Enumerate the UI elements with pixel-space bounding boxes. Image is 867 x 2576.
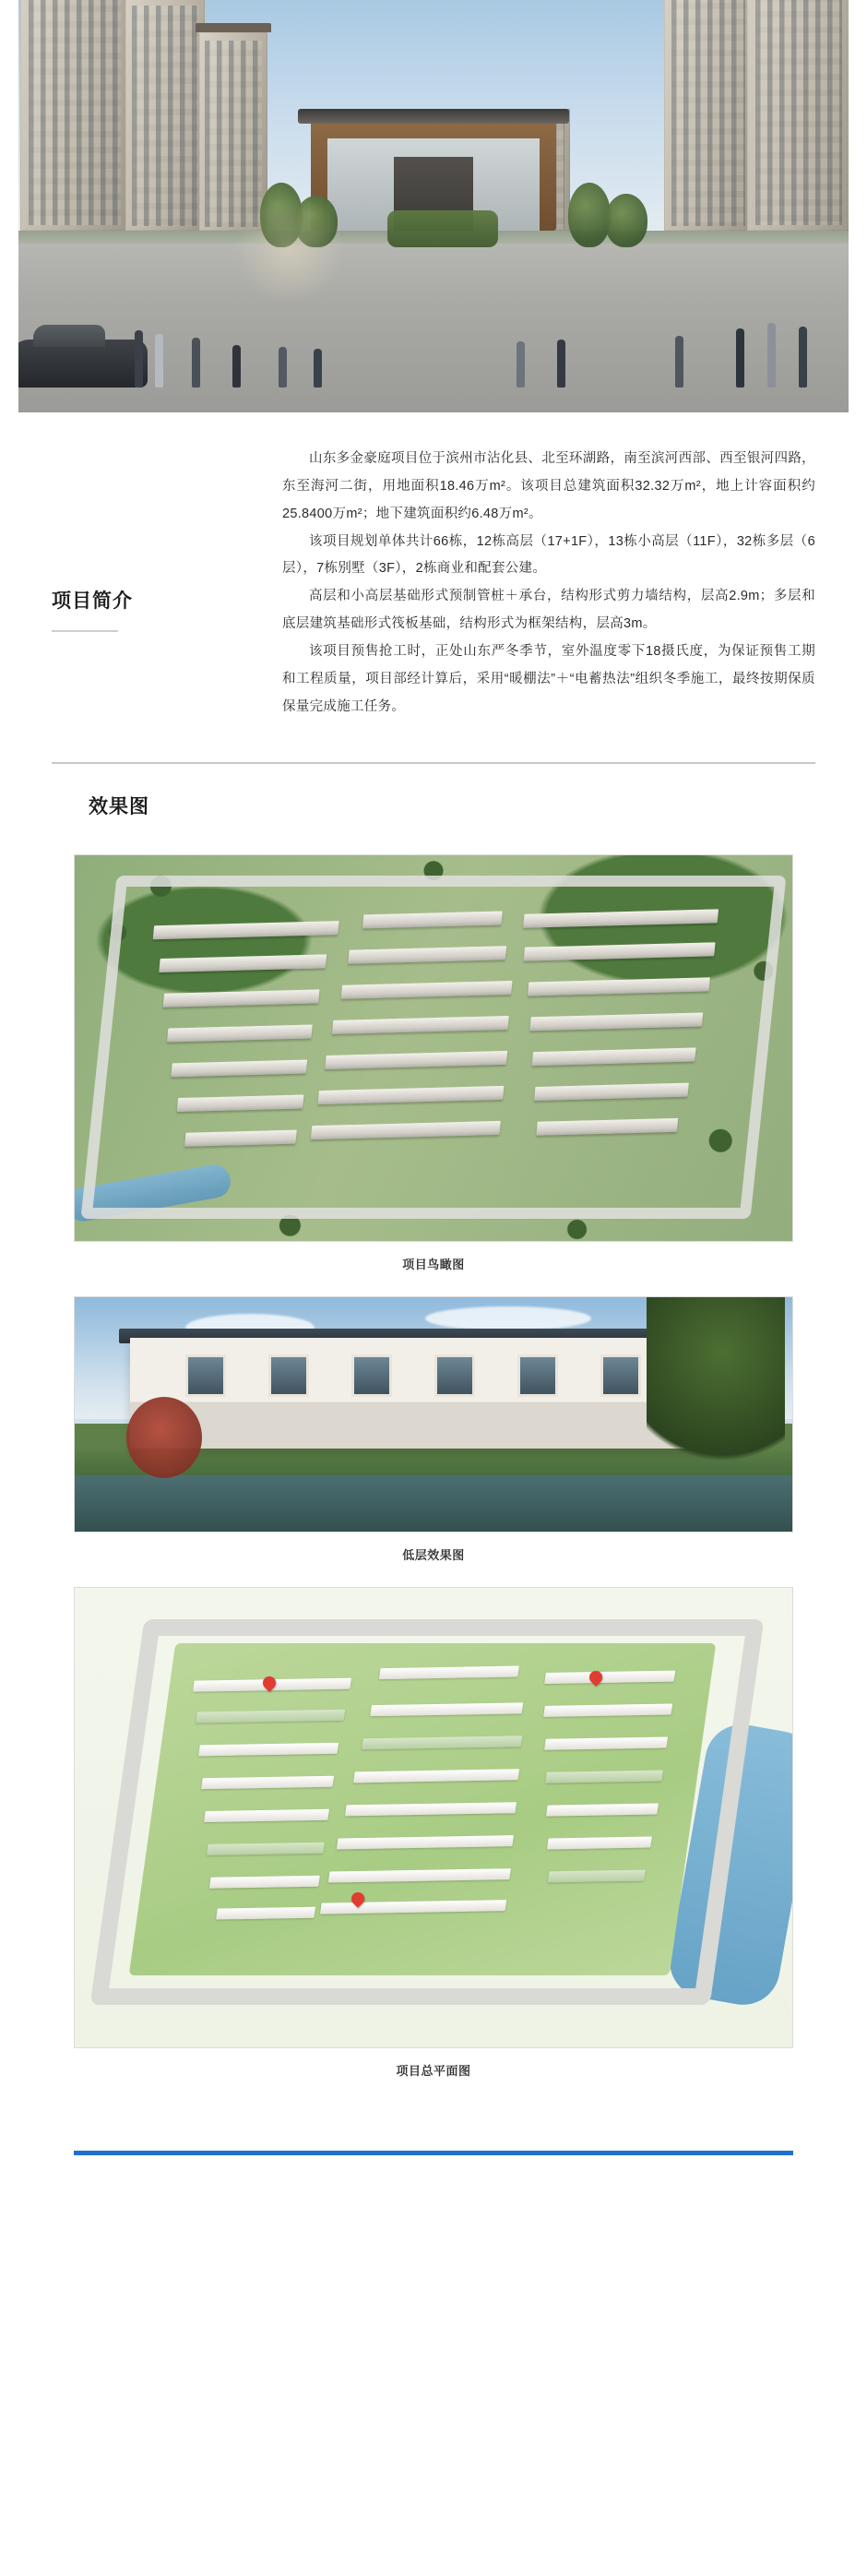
plan-block	[548, 1869, 646, 1882]
building-row	[177, 1094, 304, 1112]
gallery-title: 效果图	[89, 795, 149, 817]
building-row	[348, 946, 506, 963]
pedestrian	[135, 330, 143, 388]
section-divider-wrap	[0, 731, 867, 764]
title-underline	[52, 630, 118, 632]
ornamental-tree	[126, 1397, 202, 1478]
aerial-building-rows	[129, 904, 737, 1179]
plan-block	[209, 1875, 320, 1888]
aerial-view-figure	[52, 854, 815, 1272]
building-row	[332, 1016, 509, 1034]
building-row	[325, 1050, 507, 1068]
page-title: 项目简介	[52, 590, 133, 612]
building-row	[159, 954, 327, 972]
building-row	[163, 989, 320, 1007]
building-row	[523, 909, 719, 927]
pedestrian	[767, 323, 776, 388]
building-row	[341, 981, 513, 999]
villa-window	[185, 1354, 226, 1397]
pedestrian	[517, 341, 525, 388]
building-row	[171, 1059, 307, 1077]
plan-block	[207, 1842, 325, 1854]
figure-caption: 低层效果图	[402, 1547, 465, 1562]
plan-block	[337, 1835, 514, 1849]
pedestrian	[736, 328, 744, 388]
footer	[0, 2140, 867, 2179]
plan-block	[546, 1803, 659, 1816]
intro-body	[282, 446, 815, 722]
plan-block	[543, 1703, 672, 1716]
pedestrian	[232, 345, 241, 388]
figure-caption: 项目鸟瞰图	[402, 1257, 465, 1271]
pedestrian	[279, 347, 287, 388]
villa-window	[351, 1354, 392, 1397]
building-row	[528, 977, 710, 996]
pedestrian	[192, 338, 200, 388]
plan-block	[370, 1702, 523, 1716]
plan-block	[547, 1836, 652, 1849]
waterfront	[75, 1475, 792, 1532]
hero-image	[18, 0, 849, 412]
villa-window	[434, 1354, 475, 1397]
figure-caption: 项目总平面图	[396, 2063, 471, 2078]
project-intro-section	[0, 412, 867, 731]
building-row	[311, 1120, 501, 1139]
intro-paragraph: 该项目预售抢工时，正处山东严冬季节，室外温度零下18摄氏度，为保证预售工期和工程质量，项目部经计算后，采用“暖棚法”＋“电蓄热法”组织冬季施工，最终按期保质保量完成施工任务。	[282, 644, 815, 714]
building-row	[153, 921, 339, 939]
building-row	[536, 1117, 678, 1135]
plan-block	[353, 1769, 519, 1783]
building-row	[184, 1129, 297, 1146]
master-plan-figure	[52, 1587, 815, 2079]
plan-block	[328, 1868, 511, 1882]
villa-window	[268, 1354, 309, 1397]
intro-paragraph: 该项目规划单体共计66栋，12栋高层（17+1F），13栋小高层（11F），32栋多层（6层），7栋别墅（3F），2栋商业和配套公建。	[282, 533, 815, 577]
pedestrian	[557, 340, 565, 388]
plan-building-blocks	[156, 1663, 684, 1955]
pedestrian	[799, 327, 807, 388]
plan-block	[216, 1906, 315, 1919]
tree	[605, 194, 647, 247]
plan-block	[196, 1709, 345, 1723]
intro-heading-block	[52, 446, 282, 722]
building-row	[534, 1082, 689, 1100]
building-row	[532, 1047, 696, 1066]
intro-paragraph: 高层和小高层基础形式预制管桩＋承台，结构形式剪力墙结构，层高2.9m；多层和底层建筑基础形式筏板基础，结构形式为框架结构，层高3m。	[282, 589, 815, 632]
plan-block	[204, 1808, 329, 1821]
plan-block	[544, 1670, 675, 1683]
pedestrian	[675, 336, 683, 388]
hero-tree-row	[18, 164, 849, 247]
plan-block	[545, 1770, 663, 1783]
pedestrian	[314, 349, 322, 388]
gate-roof	[298, 109, 569, 124]
building-row	[317, 1085, 504, 1103]
plan-block	[362, 1735, 522, 1749]
tree	[568, 183, 611, 247]
plan-block	[345, 1802, 517, 1816]
hedge	[387, 210, 498, 247]
gallery-section	[0, 764, 867, 2140]
plan-block	[379, 1665, 519, 1679]
villa-window	[600, 1354, 641, 1397]
aerial-view-image	[74, 854, 793, 1242]
low-rise-image	[74, 1296, 793, 1532]
building-row	[524, 942, 716, 960]
cloud	[425, 1306, 591, 1330]
plan-block	[201, 1775, 334, 1788]
lens-flare	[234, 195, 345, 305]
intro-paragraph: 山东多金豪庭项目位于滨州市沾化县、北至环湖路，南至滨河西部、西至银河四路，东至海河二街，用地面积18.46万m²。该项目总建筑面积32.32万m²，地上计容面积约25.8400万m²；地下建筑面积约6.48万m²。	[282, 451, 815, 521]
pedestrian	[155, 334, 163, 388]
building-row	[167, 1024, 313, 1042]
building-row	[529, 1012, 703, 1031]
plan-block	[320, 1900, 506, 1914]
footer-accent-bar	[74, 2151, 793, 2155]
building-row	[362, 911, 503, 928]
parked-car	[18, 340, 148, 388]
villa-window	[517, 1354, 558, 1397]
master-plan-image	[74, 1587, 793, 2048]
plan-block	[544, 1736, 668, 1749]
plan-block	[198, 1742, 338, 1756]
low-rise-figure	[52, 1296, 815, 1563]
foreground-tree	[647, 1296, 785, 1473]
